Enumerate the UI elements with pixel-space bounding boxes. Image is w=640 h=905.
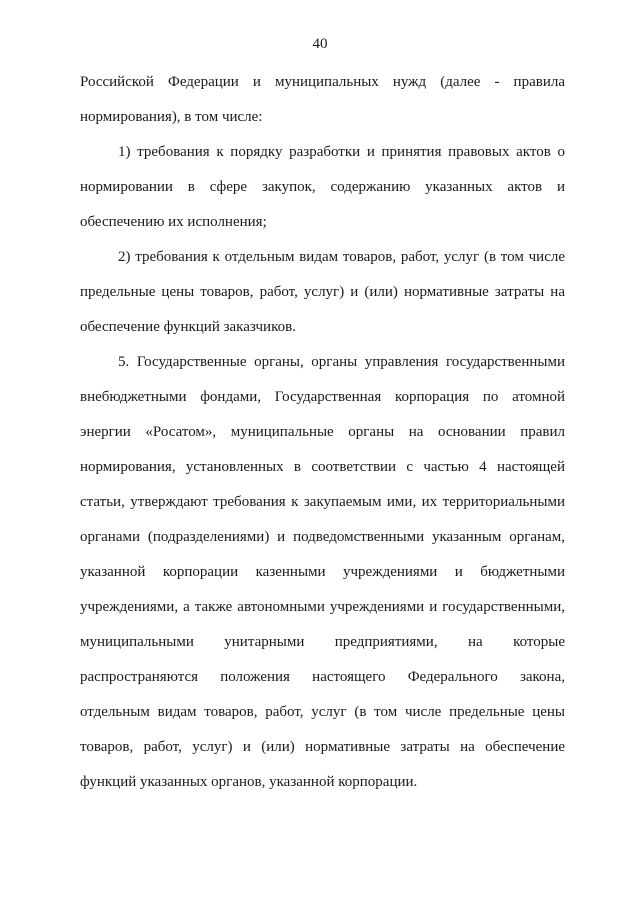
- text-line: 2) требования к отдельным видам товаров, работ, услуг (в том числе: [118, 249, 565, 265]
- page-number: 40: [312, 36, 328, 52]
- text-line: нормировании в сфере закупок, содержанию указанных актов и: [80, 179, 565, 195]
- text-line: распространяются положения настоящего Федерального закона,: [80, 669, 565, 685]
- text-line: обеспечению их исполнения;: [80, 214, 267, 230]
- text-line: нормирования, установленных в соответствии с частью 4 настоящей: [80, 459, 565, 475]
- text-line: обеспечение функций заказчиков.: [80, 319, 296, 335]
- text-line: товаров, работ, услуг) и (или) нормативные затраты на обеспечение: [80, 739, 565, 755]
- text-line: указанной корпорации казенными учреждениями и бюджетными: [80, 564, 565, 580]
- paragraph-section-5: [80, 345, 565, 800]
- text-line: Российской Федерации и муниципальных нужд (далее - правила: [80, 74, 565, 90]
- text-line: 5. Государственные органы, органы управления государственными: [118, 354, 565, 370]
- paragraph-item-1: [80, 135, 565, 240]
- paragraph-item-2: [80, 240, 565, 345]
- text-line: статьи, утверждают требования к закупаемым ими, их территориальными: [80, 494, 565, 510]
- text-line: энергии «Росатом», муниципальные органы на основании правил: [80, 424, 565, 440]
- text-line: муниципальными унитарными предприятиями, на которые: [80, 634, 565, 650]
- text-line: органами (подразделениями) и подведомственными указанным органам,: [80, 529, 565, 545]
- text-line: функций указанных органов, указанной корпорации.: [80, 774, 418, 790]
- text-line: учреждениями, а также автономными учреждениями и государственными,: [80, 599, 565, 615]
- text-line: 1) требования к порядку разработки и принятия правовых актов о: [118, 144, 565, 160]
- text-line: внебюджетными фондами, Государственная корпорация по атомной: [80, 389, 565, 405]
- text-line: нормирования), в том числе:: [80, 109, 263, 125]
- paragraph-intro-continuation: [80, 65, 565, 135]
- text-line: отдельным видам товаров, работ, услуг (в том числе предельные цены: [80, 704, 565, 720]
- text-line: предельные цены товаров, работ, услуг) и (или) нормативные затраты на: [80, 284, 565, 300]
- document-body: [80, 65, 565, 800]
